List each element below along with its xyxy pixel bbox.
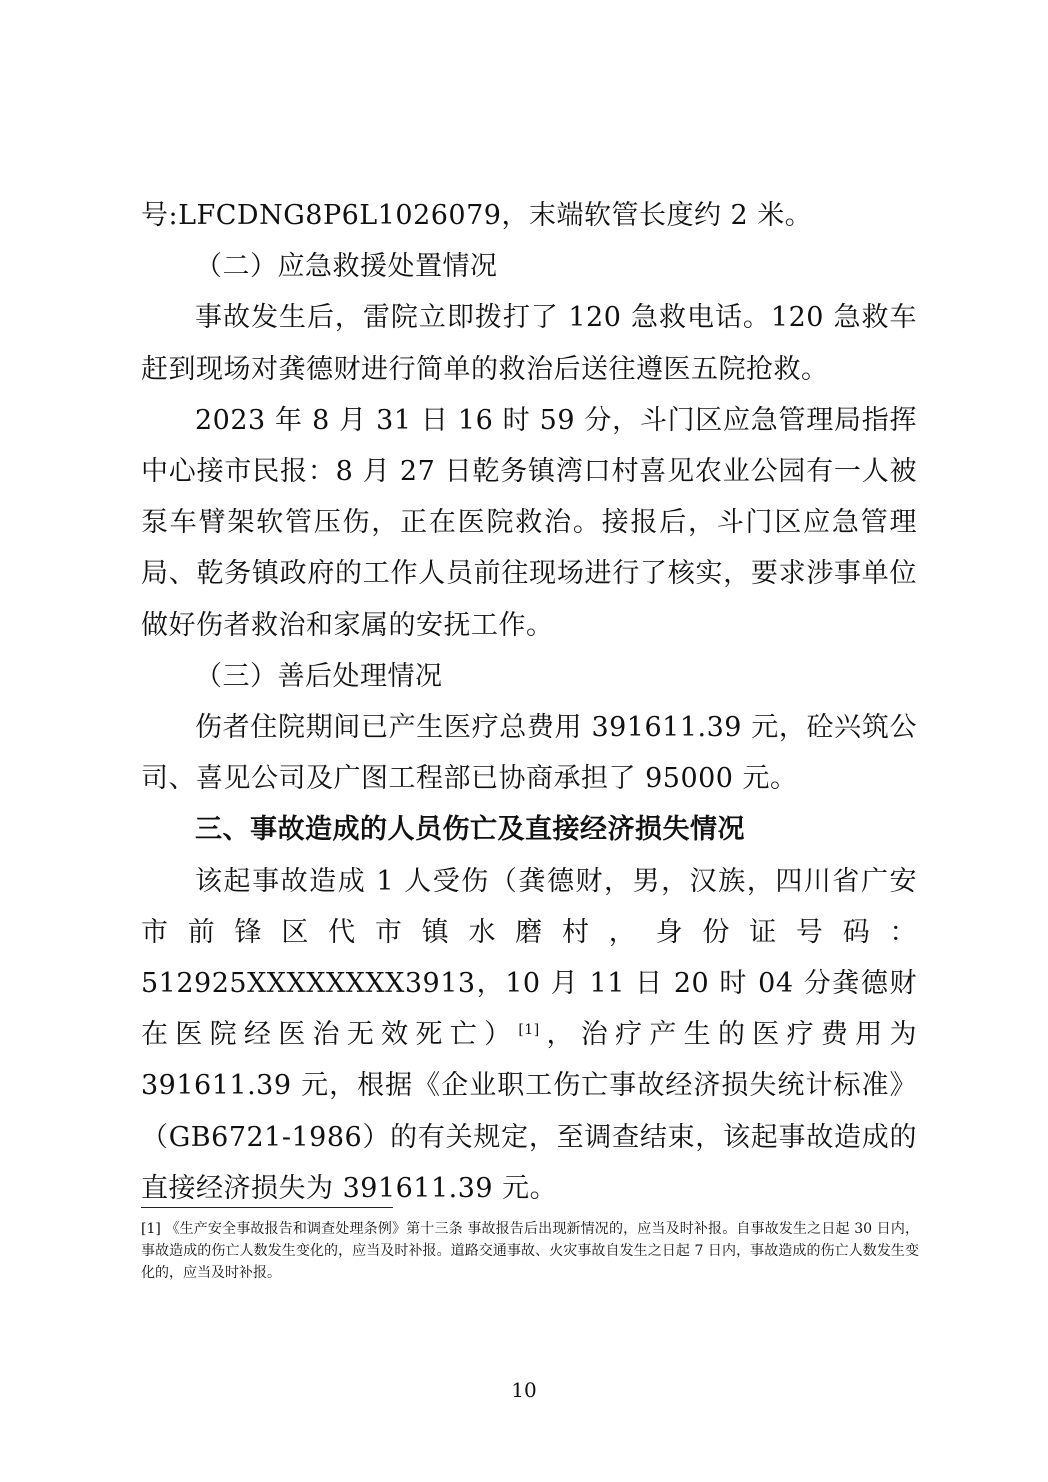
paragraph-medical-cost: 伤者住院期间已产生医疗总费用 391611.39 元，砼兴筑公司、喜见公司及广图工程部已协商承担了 95000 元。 — [141, 712, 917, 795]
footnote-divider — [141, 1207, 393, 1208]
section-heading-casualties: 三、事故造成的人员伤亡及直接经济损失情况 — [195, 814, 745, 846]
paragraph-casualties — [141, 856, 917, 1214]
heading-emergency-rescue: （二）应急救援处置情况 — [195, 251, 498, 283]
casualties-text-a: 该起事故造成 1 人受伤（龚德财，男，汉族，四川省广安市前锋区代市镇水磨村，身份证号码：512925XXXXXXXX3913，10 月 11 日 20 时 04 分龚德财在医院经医治无效死亡） — [141, 865, 917, 1051]
body-text — [141, 190, 917, 1214]
paragraph-rescue: 事故发生后，雷院立即拨打了 120 急救电话。120 急救车赶到现场对龚德财进行简单的救治后送往遵医五院抢救。 — [141, 302, 917, 385]
heading-aftermath: （三）善后处理情况 — [195, 660, 443, 692]
casualties-text-b: ，治疗产生的医疗费用为 391611.39 元，根据《企业职工伤亡事故经济损失统计标准》（GB6721-1986）的有关规定，至调查结束，该起事故造成的直接经济损失为 391611.39 元。 — [141, 1019, 917, 1204]
paragraph-report: 2023 年 8 月 31 日 16 时 59 分，斗门区应急管理局指挥中心接市民报：8 月 27 日乾务镇湾口村喜见农业公园有一人被泵车臂架软管压伤，正在医院救治。接报后，斗门区应急管理局、乾务镇政府的工作人员前往现场进行了核实，要求涉事单位做好伤者救治和家属的安抚工作。 — [141, 404, 917, 641]
footnote-reference[interactable]: [1] — [518, 1022, 540, 1039]
page-number: 10 — [511, 1378, 537, 1402]
footnote-text: [1] 《生产安全事故报告和调查处理条例》第十三条 事故报告后出现新情况的，应当及时补报。自事故发生之日起 30 日内，事故造成的伤亡人数发生变化的，应当及时补报。道路交通事故、火灾事故自发生之日起 7 日内，事故造成的伤亡人数发生变化的，应当及时补报。 — [141, 1221, 919, 1281]
footnote — [141, 1218, 919, 1284]
paragraph-vehicle-id: 号:LFCDNG8P6L1026079，末端软管长度约 2 米。 — [141, 200, 813, 231]
